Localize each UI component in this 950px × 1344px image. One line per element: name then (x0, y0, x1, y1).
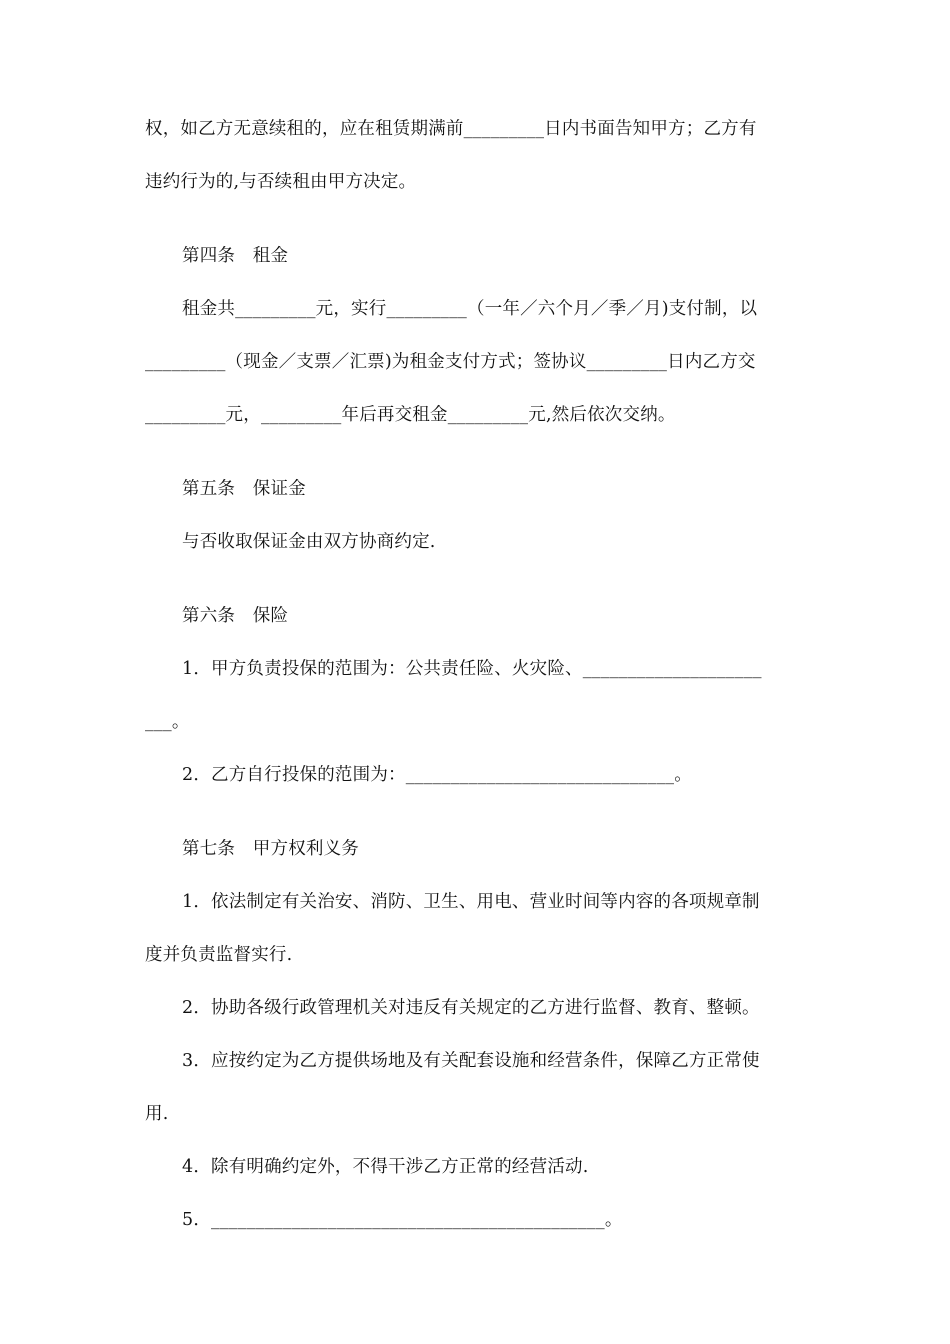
paragraph-line-rules-cont: 度并负责监督实行. (145, 945, 293, 965)
paragraph-line-item-five: 5．____________________________________________。 (182, 1210, 623, 1230)
paragraph-line-rent-amount: 租金共_________元，实行_________（一年／六个月／季／月)支付制，以 (182, 299, 758, 319)
paragraph-line-rent-method: _________（现金／支票／汇票)为租金支付方式；签协议_________日内乙方交 (145, 352, 756, 372)
paragraph-line-rules: 1．依法制定有关治安、消防、卫生、用电、营业时间等内容的各项规章制 (182, 892, 760, 912)
article-heading-rent: 第四条 租金 (182, 246, 289, 266)
paragraph-line-assist-authorities: 2．协助各级行政管理机关对违反有关规定的乙方进行监督、教育、整顿。 (182, 998, 760, 1018)
paragraph-line-renewal-decision: 违约行为的,与否续租由甲方决定。 (145, 172, 417, 192)
paragraph-line-insurance-party-a: 1．甲方负责投保的范围为：公共责任险、火灾险、____________________ (182, 659, 762, 679)
article-heading-insurance: 第六条 保险 (182, 606, 289, 626)
paragraph-line-renewal-notice: 权，如乙方无意续租的，应在租赁期满前_________日内书面告知甲方；乙方有 (145, 119, 757, 139)
paragraph-line-rent-schedule: _________元，_________年后再交租金_________元,然后依次交纳。 (145, 405, 676, 425)
article-heading-deposit: 第五条 保证金 (182, 479, 306, 499)
paragraph-line-no-interference: 4．除有明确约定外，不得干涉乙方正常的经营活动. (182, 1157, 589, 1177)
paragraph-line-provide-venue: 3．应按约定为乙方提供场地及有关配套设施和经营条件，保障乙方正常使 (182, 1051, 760, 1071)
paragraph-line-insurance-party-b: 2．乙方自行投保的范围为：______________________________。 (182, 765, 692, 785)
paragraph-line-provide-venue-cont: 用. (145, 1104, 169, 1124)
paragraph-line-deposit: 与否收取保证金由双方协商约定. (182, 532, 436, 552)
paragraph-line-insurance-party-a-cont: ___。 (145, 712, 190, 732)
article-heading-party-a-rights: 第七条 甲方权利义务 (182, 839, 359, 859)
